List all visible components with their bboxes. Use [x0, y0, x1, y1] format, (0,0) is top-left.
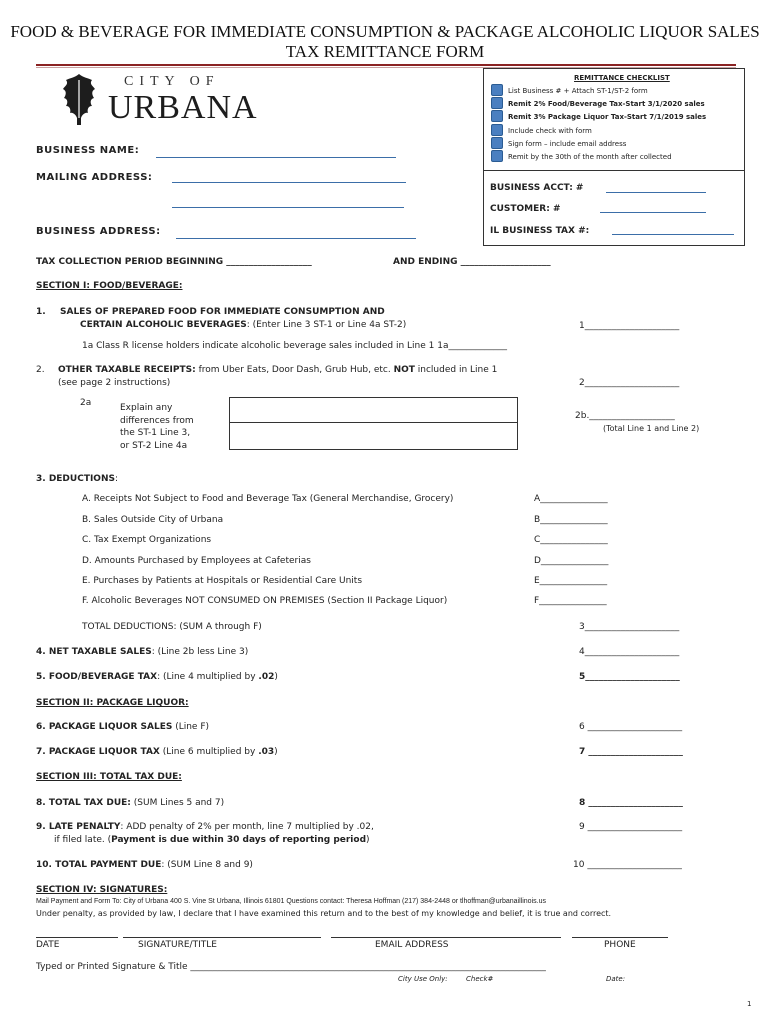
checklist-checkbox-5[interactable] [491, 137, 503, 149]
line5-bold: 5. FOOD/BEVERAGE TAX [36, 672, 158, 682]
deduction-a-field[interactable]: A_______________ [534, 494, 608, 504]
email-line[interactable] [331, 937, 561, 938]
business-address-label: BUSINESS ADDRESS: [36, 226, 161, 237]
checklist-checkbox-4[interactable] [491, 124, 503, 136]
deduction-d: D. Amounts Purchased by Employees at Cafeterias [82, 556, 311, 566]
line1a[interactable]: 1a Class R license holders indicate alcoholic beverage sales included in Line 1 1a_____________ [82, 341, 507, 351]
phone-line[interactable] [572, 937, 668, 938]
line2-text-rest: from Uber Eats, Door Dash, Grub Hub, etc. [195, 365, 394, 375]
line2-text-bold: OTHER TAXABLE RECEIPTS: [58, 365, 196, 375]
deduction-c-field[interactable]: C_______________ [534, 535, 608, 545]
checklist-checkbox-1[interactable] [491, 84, 503, 96]
line7-rest: (Line 6 multiplied by [159, 747, 259, 757]
date-line[interactable] [36, 937, 118, 938]
checklist-item-1: List Business # + Attach ST-1/ST-2 form [508, 87, 648, 95]
mailing-address-field-1[interactable] [172, 182, 406, 183]
line10-field[interactable]: 10 _____________________ [573, 860, 682, 870]
business-name-field[interactable] [156, 157, 396, 158]
line1-field[interactable]: 1_____________________ [579, 321, 680, 331]
penalty-declaration: Under penalty, as provided by law, I declare that I have examined this return and to the best of my knowledge and belief, it is true and correct. [36, 909, 612, 918]
line9-sub-start: if filed late. ( [54, 835, 112, 845]
customer-label: CUSTOMER: # [490, 204, 561, 214]
customer-field[interactable] [600, 212, 706, 213]
page-number: 1 [747, 1000, 752, 1008]
deduction-f: F. Alcoholic Beverages NOT CONSUMED ON PREMISES (Section II Package Liquor) [82, 596, 448, 606]
signature-label: SIGNATURE/TITLE [138, 940, 217, 950]
checklist-item-6: Remit by the 30th of the month after collected [508, 153, 672, 161]
line4-rest: : (Line 2b less Line 3) [151, 647, 249, 657]
deductions-heading-bold: 3. DEDUCTIONS [36, 474, 115, 484]
typed-signature[interactable]: Typed or Printed Signature & Title _______________________________________________________________________________ [36, 962, 546, 972]
city-use-only: City Use Only: [398, 975, 448, 983]
line6-rest: (Line F) [172, 722, 210, 732]
line8-text [36, 798, 224, 808]
checklist-checkbox-6[interactable] [491, 150, 503, 162]
oak-leaf-icon [60, 72, 98, 126]
line5-text [36, 672, 278, 682]
line1-subtext-bold: CERTAIN ALCOHOLIC BEVERAGES [80, 320, 247, 330]
checklist-checkbox-3[interactable] [491, 110, 503, 122]
signature-line[interactable] [123, 937, 321, 938]
line2a-text-2: differences from [120, 415, 194, 426]
line6-bold: 6. PACKAGE LIQUOR SALES [36, 722, 173, 732]
mailing-address-field-2[interactable] [172, 207, 404, 208]
line2-field[interactable]: 2_____________________ [579, 378, 680, 388]
line5-close: ) [274, 672, 278, 682]
period-end[interactable]: AND ENDING ____________________ [393, 257, 551, 267]
line2-text [58, 365, 497, 375]
line2a-text-3: the ST-1 Line 3, [120, 428, 191, 438]
checklist-item-5: Sign form – include email address [508, 140, 627, 148]
checklist-item-2: Remit 2% Food/Beverage Tax-Start 3/1/2020 sales [508, 100, 705, 108]
line9-sub-end: ) [366, 835, 370, 845]
line2-text-end: included in Line 1 [414, 365, 498, 375]
line7-bold: 7. PACKAGE LIQUOR TAX [36, 747, 160, 757]
deductions-heading [36, 474, 118, 484]
business-address-field[interactable] [176, 238, 416, 239]
period-begin[interactable]: TAX COLLECTION PERIOD BEGINNING ___________________ [36, 257, 312, 267]
checklist-item-3: Remit 3% Package Liquor Tax-Start 7/1/2019 sales [508, 113, 707, 121]
line5-rate: .02 [258, 672, 275, 682]
form-title-line2: TAX REMITTANCE FORM [285, 42, 485, 61]
line10-rest: : (SUM Line 8 and 9) [161, 860, 253, 870]
deduction-c: C. Tax Exempt Organizations [82, 535, 212, 545]
business-acct-field[interactable] [606, 192, 706, 193]
deduction-b-field[interactable]: B_______________ [534, 515, 608, 525]
line9-rest: : ADD penalty of 2% per month, line 7 multiplied by .02, [120, 822, 374, 832]
line2b-note: (Total Line 1 and Line 2) [603, 424, 700, 433]
line7-close: ) [274, 747, 278, 757]
section4-heading: SECTION IV: SIGNATURES: [36, 885, 168, 895]
line10-bold: 10. TOTAL PAYMENT DUE [36, 860, 162, 870]
line1-text: SALES OF PREPARED FOOD FOR IMMEDIATE CONSUMPTION AND [60, 307, 385, 317]
total-deductions: TOTAL DEDUCTIONS: (SUM A through F) [82, 622, 262, 632]
checklist-checkbox-2[interactable] [491, 97, 503, 109]
line8-field[interactable]: 8 _____________________ [579, 798, 683, 808]
line9-text [36, 822, 374, 832]
line2a-text [120, 402, 194, 452]
line2-text-not: NOT [393, 365, 415, 375]
line4-field[interactable]: 4_____________________ [579, 647, 680, 657]
il-business-tax-field[interactable] [612, 234, 734, 235]
line2-subtext: (see page 2 instructions) [58, 378, 171, 388]
line8-rest: (SUM Lines 5 and 7) [130, 798, 225, 808]
section2-heading: SECTION II: PACKAGE LIQUOR: [36, 698, 189, 708]
city-logo [60, 72, 258, 128]
line2a-text-1: Explain any [120, 403, 173, 413]
line10-text [36, 860, 253, 870]
line3-field[interactable]: 3_____________________ [579, 622, 680, 632]
line4-text [36, 647, 248, 657]
line5-rest: : (Line 4 multiplied by [157, 672, 259, 682]
checklist-divider [483, 170, 745, 171]
business-acct-label: BUSINESS ACCT: # [490, 183, 584, 193]
title-rule [36, 64, 736, 66]
deduction-e-field[interactable]: E_______________ [534, 576, 608, 586]
logo-city-of: CITY OF [124, 74, 220, 89]
line5-field[interactable]: 5_____________________ [579, 672, 680, 682]
checklist-heading: REMITTANCE CHECKLIST [574, 74, 670, 82]
line1-subtext [80, 320, 406, 330]
phone-label: PHONE [604, 940, 636, 950]
checklist-item-4: Include check with form [508, 127, 592, 135]
email-label: EMAIL ADDRESS [375, 940, 449, 950]
business-name-label: BUSINESS NAME: [36, 145, 140, 156]
check-number-label: Check# [466, 975, 494, 983]
deduction-d-field[interactable]: D_______________ [534, 556, 609, 566]
deductions-heading-colon: : [114, 474, 119, 484]
deduction-a: A. Receipts Not Subject to Food and Beverage Tax (General Merchandise, Grocery) [82, 494, 454, 504]
line7-rate: .03 [258, 747, 275, 757]
line6-text [36, 722, 209, 732]
deduction-b: B. Sales Outside City of Urbana [82, 515, 224, 525]
logo-urbana: URBANA [108, 89, 258, 126]
city-use-date-label: Date: [606, 975, 626, 983]
line2a-text-4: or ST-2 Line 4a [120, 440, 188, 451]
line9-bold: 9. LATE PENALTY [36, 822, 121, 832]
line2a-explain-box-2[interactable] [229, 422, 518, 450]
il-business-tax-label: IL BUSINESS TAX #: [490, 226, 590, 236]
line8-bold: 8. TOTAL TAX DUE: [36, 798, 131, 808]
form-title-line1: FOOD & BEVERAGE FOR IMMEDIATE CONSUMPTION & PACKAGE ALCOHOLIC LIQUOR SALES [10, 22, 760, 41]
mail-payment-info: Mail Payment and Form To: City of Urbana 400 S. Vine St Urbana, Illinois 61801 Questions contact: Theresa Hoffman (217) 384-2448 or tlhoffman@urbanaillinois.us [36, 898, 546, 905]
line2a-explain-box-1[interactable] [229, 397, 518, 423]
date-label: DATE [36, 940, 60, 950]
line9-field[interactable]: 9 _____________________ [579, 822, 683, 832]
section1-heading: SECTION I: FOOD/BEVERAGE: [36, 281, 183, 291]
line7-field[interactable]: 7 _____________________ [579, 747, 683, 757]
line9-subtext [54, 835, 370, 845]
line9-sub-bold: Payment is due within 30 days of reporting period [111, 835, 367, 845]
deduction-f-field[interactable]: F_______________ [534, 596, 607, 606]
line2-number: 2. [36, 365, 45, 375]
section3-heading: SECTION III: TOTAL TAX DUE: [36, 772, 182, 782]
mailing-address-label: MAILING ADDRESS: [36, 172, 153, 183]
line1-subtext-rest: : (Enter Line 3 ST-1 or Line 4a ST-2) [246, 320, 407, 330]
line6-field[interactable]: 6 _____________________ [579, 722, 683, 732]
line7-text [36, 747, 278, 757]
line1-number: 1. [36, 307, 46, 317]
deduction-e: E. Purchases by Patients at Hospitals or Residential Care Units [82, 576, 363, 586]
line2a-number: 2a [80, 398, 92, 408]
line2b-field[interactable]: 2b.___________________ [575, 411, 675, 421]
line4-bold: 4. NET TAXABLE SALES [36, 647, 152, 657]
